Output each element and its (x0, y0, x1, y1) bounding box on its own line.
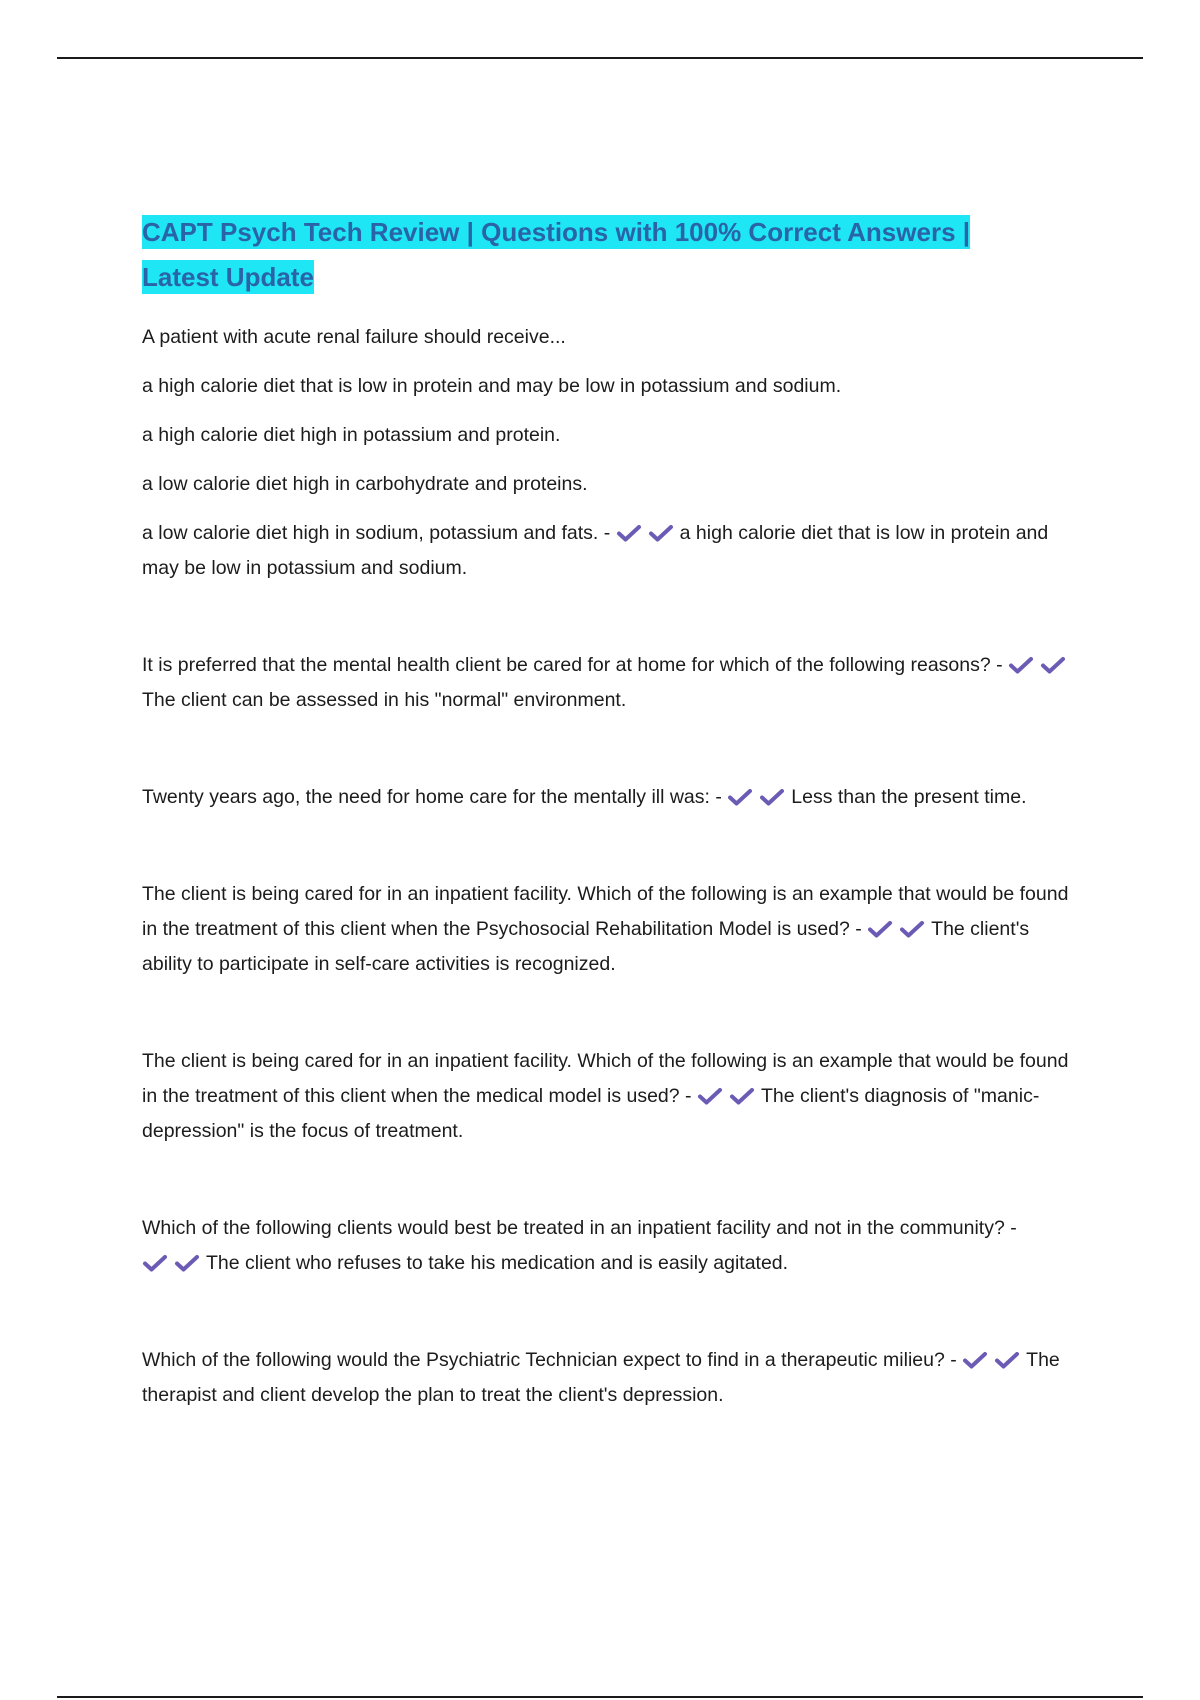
option-4: a low calorie diet high in sodium, potassium and fats. - (142, 522, 611, 544)
answer-text: The client can be assessed in his "normal" environment. (142, 689, 627, 711)
check-mark-icon (616, 524, 642, 542)
check-mark-icon (759, 788, 785, 806)
qa-item-5 (142, 1044, 1082, 1149)
answer-checks (1008, 654, 1072, 676)
top-rule (57, 57, 1143, 59)
spacer (142, 982, 1082, 1044)
answer-text: The client's diagnosis of "manic-depression" is the focus of treatment. (142, 1085, 1040, 1142)
option-3: a low calorie diet high in carbohydrate and proteins. (142, 473, 588, 495)
spacer (142, 815, 1082, 877)
check-mark-icon (729, 1087, 755, 1105)
check-mark-icon (697, 1087, 723, 1105)
answer-checks (962, 1349, 1026, 1371)
answer-text: a high calorie diet that is low in protein and may be low in potassium and sodium. (142, 522, 1049, 579)
answer-text: The client's ability to participate in self-care activities is recognized. (142, 918, 1030, 975)
answer-checks (727, 786, 791, 808)
spacer (142, 1281, 1082, 1343)
spacer (142, 586, 1082, 648)
qa-item-2 (142, 648, 1082, 718)
answer-checks (142, 1252, 206, 1274)
document-body (142, 210, 1082, 1413)
answer-text: Less than the present time. (791, 786, 1027, 808)
qa-item-7 (142, 1343, 1082, 1413)
qa-item-4 (142, 877, 1082, 982)
check-mark-icon (899, 920, 925, 938)
check-mark-icon (727, 788, 753, 806)
answer-checks (697, 1085, 761, 1107)
answer-checks (616, 522, 680, 544)
document-title: CAPT Psych Tech Review | Questions with 100% Correct Answers | Latest Update (142, 217, 971, 292)
question-text: It is preferred that the mental health client be cared for at home for which of the following reasons? - (142, 654, 1003, 676)
answer-text: The therapist and client develop the plan to treat the client's depression. (142, 1349, 1060, 1406)
check-mark-icon (962, 1351, 988, 1369)
check-mark-icon (1040, 656, 1066, 674)
spacer (142, 1149, 1082, 1211)
check-mark-icon (142, 1254, 168, 1272)
check-mark-icon (174, 1254, 200, 1272)
question-text: Which of the following would the Psychiatric Technician expect to find in a therapeutic milieu? - (142, 1349, 957, 1371)
option-1: a high calorie diet that is low in protein and may be low in potassium and sodium. (142, 375, 842, 397)
question-text: The client is being cared for in an inpatient facility. Which of the following is an example that would be found in the treatment of this client when the Psychosocial Rehabilitation Model is used? - (142, 883, 1069, 940)
check-mark-icon (1008, 656, 1034, 674)
question-text: Which of the following clients would best be treated in an inpatient facility and not in the community? - (142, 1217, 1017, 1239)
answer-text: The client who refuses to take his medication and is easily agitated. (206, 1252, 789, 1274)
answer-checks (867, 918, 931, 940)
check-mark-icon (867, 920, 893, 938)
check-mark-icon (648, 524, 674, 542)
check-mark-icon (994, 1351, 1020, 1369)
question-text: Twenty years ago, the need for home care for the mentally ill was: - (142, 786, 722, 808)
question-text: The client is being cared for in an inpatient facility. Which of the following is an example that would be found in the treatment of this client when the medical model is used? - (142, 1050, 1069, 1107)
question-1: A patient with acute renal failure should receive... (142, 326, 566, 348)
option-2: a high calorie diet high in potassium and protein. (142, 424, 561, 446)
bottom-rule (57, 1696, 1143, 1698)
qa-item-3 (142, 780, 1082, 815)
spacer (142, 718, 1082, 780)
qa-item-6 (142, 1211, 1082, 1281)
option-4-with-answer (142, 516, 1082, 586)
